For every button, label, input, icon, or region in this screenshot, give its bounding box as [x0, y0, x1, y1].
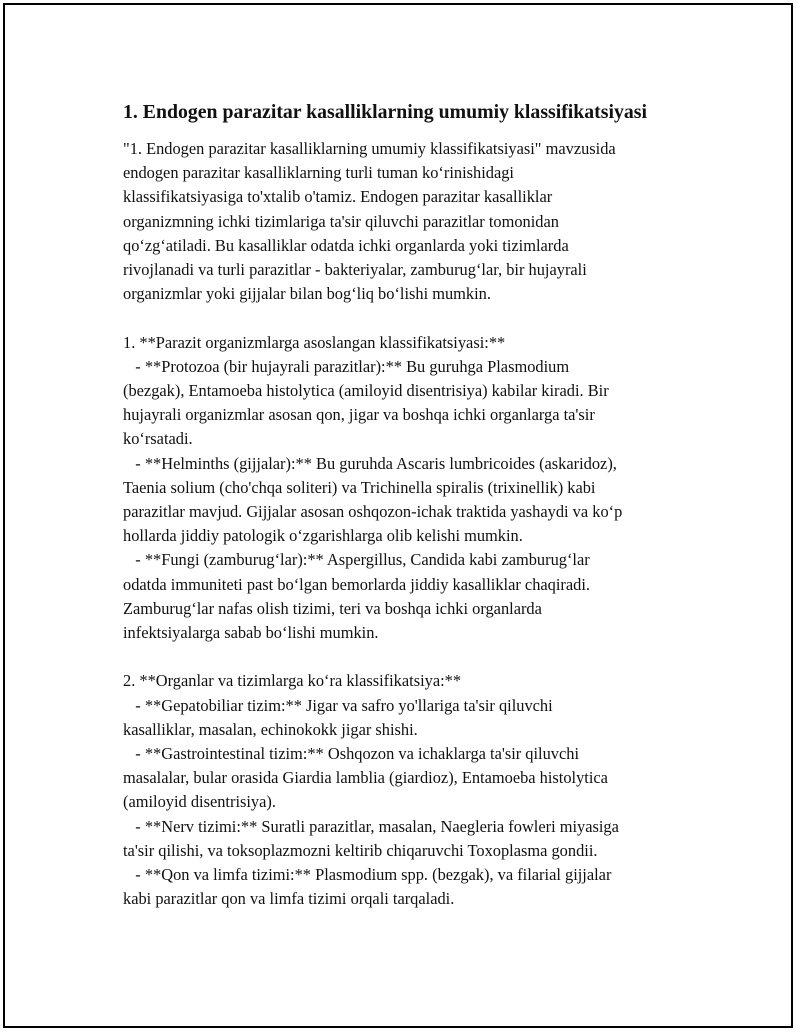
- text-line: (amiloyid disentrisiya).: [123, 792, 276, 812]
- text-line: - **Nerv tizimi:** Suratli parazitlar, masalan, Naegleria fowleri miyasiga: [123, 816, 619, 836]
- text-line: rivojlanadi va turli parazitlar - bakteriyalar, zamburugʻlar, bir hujayrali: [123, 260, 587, 280]
- text-line: kabi parazitlar qon va limfa tizimi orqali tarqaladi.: [123, 889, 455, 909]
- paragraph-gap: [123, 306, 693, 330]
- text-line: 1. **Parazit organizmlarga asoslangan klassifikatsiyasi:**: [123, 332, 506, 352]
- text-line: odatda immuniteti past boʻlgan bemorlarda jiddiy kasalliklar chaqiradi.: [123, 574, 590, 594]
- intro-paragraph: [123, 137, 693, 306]
- text-line: - **Helminths (gijjalar):** Bu guruhda Ascaris lumbricoides (askaridoz),: [123, 453, 617, 473]
- text-line: qoʻzgʻatiladi. Bu kasalliklar odatda ichki organlarda yoki tizimlarda: [123, 235, 569, 255]
- text-line: hujayrali organizmlar asosan qon, jigar va boshqa ichki organlarga ta'sir: [123, 405, 595, 425]
- text-line: organizmning ichki tizimlariga ta'sir qiluvchi parazitlar tomonidan: [123, 211, 559, 231]
- text-line: (bezgak), Entamoeba histolytica (amiloyid disentrisiya) kabilar kiradi. Bir: [123, 381, 609, 401]
- text-line: ta'sir qilishi, va toksoplazmozni keltirib chiqaruvchi Toxoplasma gondii.: [123, 840, 598, 860]
- text-line: kasalliklar, masalan, echinokokk jigar shishi.: [123, 719, 418, 739]
- text-line: - **Gastrointestinal tizim:** Oshqozon va ichaklarga ta'sir qiluvchi: [123, 744, 580, 764]
- text-line: koʻrsatadi.: [123, 429, 193, 449]
- section-parasite-classification: [123, 331, 693, 646]
- text-line: infektsiyalarga sabab boʻlishi mumkin.: [123, 623, 379, 643]
- text-line: - **Qon va limfa tizimi:** Plasmodium spp. (bezgak), va filarial gijjalar: [123, 865, 612, 885]
- text-line: endogen parazitar kasalliklarning turli tuman koʻrinishidagi: [123, 163, 514, 183]
- text-line: - **Fungi (zamburugʻlar):** Aspergillus, Candida kabi zamburugʻlar: [123, 550, 590, 570]
- text-line: - **Gepatobiliar tizim:** Jigar va safro yo'llariga ta'sir qiluvchi: [123, 695, 553, 715]
- text-line: klassifikatsiyasiga to'xtalib o'tamiz. Endogen parazitar kasalliklar: [123, 187, 553, 207]
- text-line: hollarda jiddiy patologik oʻzgarishlarga olib kelishi mumkin.: [123, 526, 523, 546]
- text-line: Taenia solium (cho'chqa soliteri) va Trichinella spiralis (trixinellik) kabi: [123, 477, 596, 497]
- text-line: "1. Endogen parazitar kasalliklarning umumiy klassifikatsiyasi" mavzusida: [123, 139, 616, 158]
- text-line: 2. **Organlar va tizimlarga koʻra klassifikatsiya:**: [123, 671, 462, 691]
- document-body: [123, 99, 693, 911]
- text-line: organizmlar yoki gijjalar bilan bogʻliq boʻlishi mumkin.: [123, 284, 491, 304]
- page-frame: [3, 3, 793, 1028]
- text-line: - **Protozoa (bir hujayrali parazitlar):** Bu guruhga Plasmodium: [123, 356, 570, 376]
- text-line: Zamburugʻlar nafas olish tizimi, teri va boshqa ichki organlarda: [123, 598, 542, 618]
- text-line: masalalar, bular orasida Giardia lamblia (giardioz), Entamoeba histolytica: [123, 768, 608, 788]
- document-title: 1. Endogen parazitar kasalliklarning umumiy klassifikatsiyasi: [123, 101, 647, 123]
- paragraph-gap: [123, 645, 693, 669]
- section-organ-classification: [123, 669, 693, 911]
- text-line: parazitlar mavjud. Gijjalar asosan oshqozon-ichak traktida yashaydi va koʻp: [123, 502, 623, 522]
